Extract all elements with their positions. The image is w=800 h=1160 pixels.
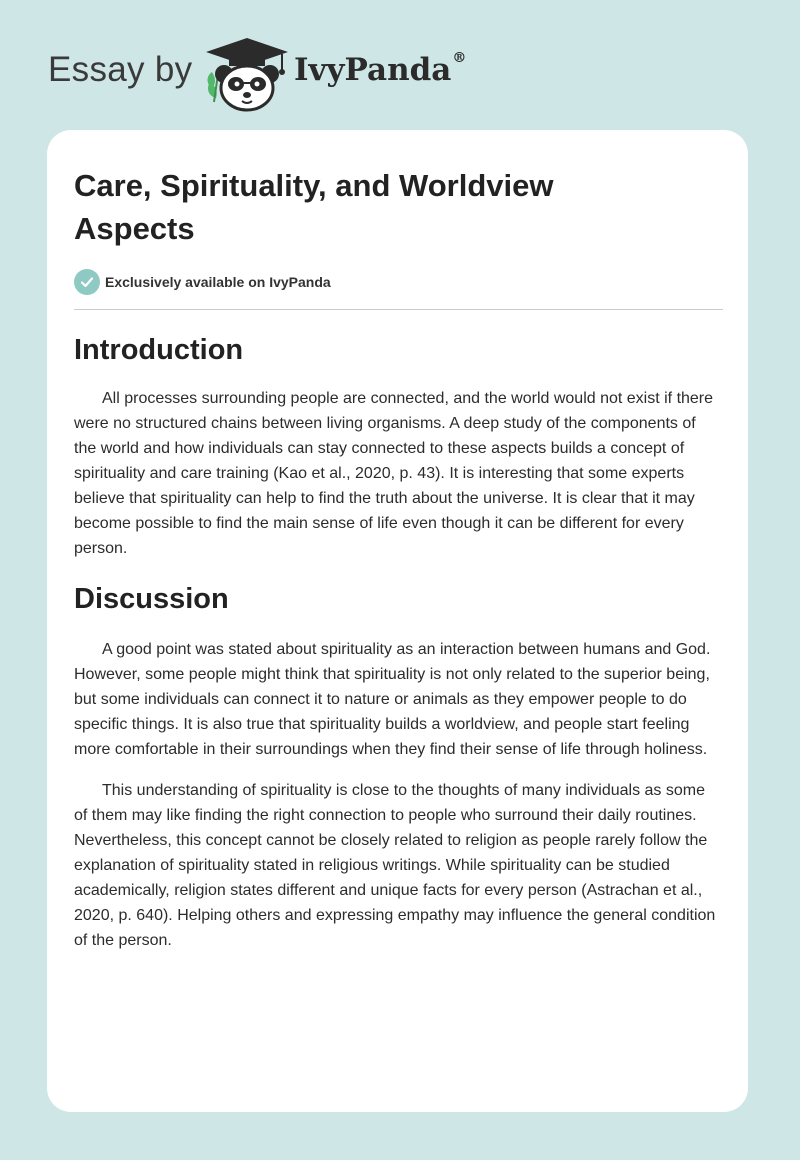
- check-circle-icon: [74, 269, 100, 295]
- panda-graduate-icon: [202, 36, 292, 112]
- registered-mark: ®: [452, 50, 467, 66]
- title-divider: [74, 309, 723, 310]
- section-heading-discussion: Discussion: [74, 583, 229, 615]
- site-header: [48, 36, 508, 112]
- discussion-paragraph-1: A good point was stated about spirituality as an interaction between humans and God. However, some people might think that spirituality is not only related to the superior being, but some individuals can connect it to nature or animals as they empower people to do specific things. It is also true that spirituality builds a worldview, and people start feeling more comfortable in their surroundings when they find their sense of life through holiness.: [74, 641, 711, 758]
- brand-text: IvyPanda: [294, 52, 452, 88]
- introduction-paragraph: All processes surrounding people are connected, and the world would not exist if there were no structured chains between living organisms. A deep study of the components of the world and how individuals can stay connected to these aspects builds a concept of spirituality and care training (Kao et al., 2020, p. 43). It is interesting that some experts believe that spirituality can help to find the truth about the universe. It is clear that it may become possible to find the main sense of life even though it can be different for every person.: [74, 390, 714, 557]
- exclusive-badge: [74, 269, 722, 295]
- discussion-paragraph-2: This understanding of spirituality is close to the thoughts of many individuals as some of them may like finding the right connection to people who surround their daily routines. Nevertheless, this concept cannot be closely related to religion as people rarely follow the explanation of spirituality stated in religious writings. While spirituality can be studied academically, religion states different and unique facts for every person (Astrachan et al., 2020, p. 640). Helping others and expressing empathy may influence the general condition of the person.: [74, 782, 716, 949]
- essay-title: Care, Spirituality, and Worldview Aspects: [74, 168, 554, 246]
- essay-card: [47, 130, 748, 1112]
- section-heading-introduction: Introduction: [74, 334, 244, 366]
- logo-link[interactable]: [202, 36, 292, 112]
- exclusive-badge-text: Exclusively available on IvyPanda: [105, 274, 331, 290]
- brand-name[interactable]: [294, 52, 466, 88]
- essay-by-label: Essay by: [48, 50, 193, 89]
